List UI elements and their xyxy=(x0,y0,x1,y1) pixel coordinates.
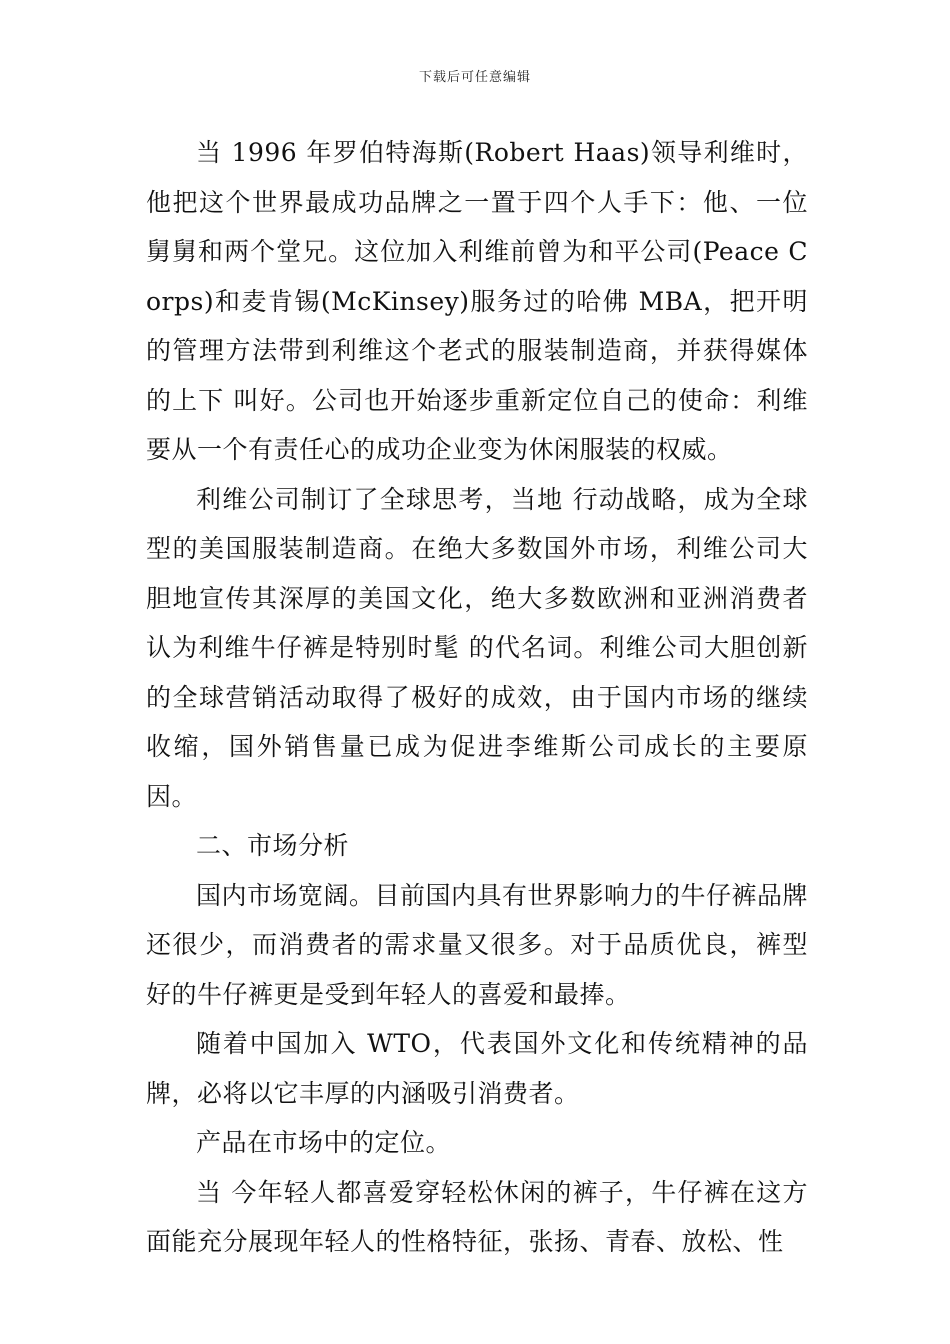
paragraph-wto: 随着中国加入 WTO，代表国外文化和传统精神的品牌，必将以它丰厚的内涵吸引消费者。 xyxy=(146,1029,808,1108)
paragraph-positioning-heading: 产品在市场中的定位。 xyxy=(196,1128,452,1157)
paragraph-young-people: 当 今年轻人都喜爱穿轻松休闲的裤子，牛仔裤在这方面能充分展现年轻人的性格特征，张扬、青春、放松、性 xyxy=(146,1177,808,1256)
section-heading-market-analysis: 二、市场分析 xyxy=(196,831,350,860)
document-body xyxy=(146,128,808,1267)
paragraph-global-strategy: 利维公司制订了全球思考，当地 行动战略，成为全球型的美国服装制造商。在绝大多数国外市场，利维公司大胆地宣传其深厚的美国文化，绝大多数欧洲和亚洲消费者认为利维牛仔裤是特别时髦 的代名词。利维公司大胆创新的全球营销活动取得了极好的成效，由于国内市场的继续收缩，国外销售量已成为促进李维斯公司成长的主要原因。 xyxy=(146,484,808,811)
paragraph-levis-haas: 当 1996 年罗伯特海斯(Robert Haas)领导利维时，他把这个世界最成功品牌之一置于四个人手下：他、一位舅舅和两个堂兄。这位加入利维前曾为和平公司(Peace Corps)和麦肯锡(McKinsey)服务过的哈佛 MBA，把开明的管理方法带到利维这个老式的服装制造商，并获得媒体的上下 叫好。公司也开始逐步重新定位自己的使命：利维要从一个有责任心的成功企业变为休闲服装的权威。 xyxy=(146,138,808,464)
page-header: 下载后可任意编辑 xyxy=(418,70,531,85)
paragraph-domestic-market: 国内市场宽阔。目前国内具有世界影响力的牛仔裤品牌还很少，而消费者的需求量又很多。对于品质优良，裤型好的牛仔裤更是受到年轻人的喜爱和最捧。 xyxy=(146,880,809,1009)
